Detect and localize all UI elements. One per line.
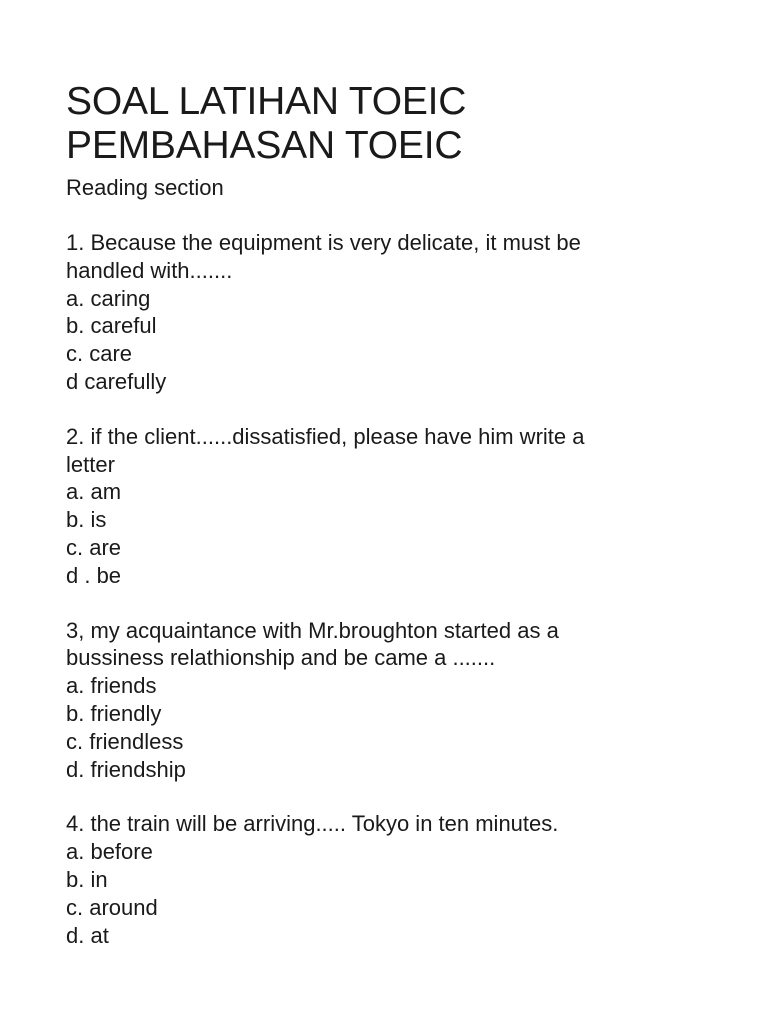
question-1 bbox=[66, 229, 726, 396]
question-4-option-c: c. around bbox=[66, 894, 158, 920]
question-3-option-a: a. friends bbox=[66, 673, 157, 699]
question-1-stem-line-1: 1. Because the equipment is very delicate, it must be bbox=[66, 230, 581, 255]
question-4-option-a: a. before bbox=[66, 839, 153, 865]
question-4 bbox=[66, 810, 726, 949]
question-3-option-c: c. friendless bbox=[66, 728, 184, 754]
question-3-option-b: b. friendly bbox=[66, 700, 162, 726]
question-2-stem-line-2: letter bbox=[66, 451, 115, 477]
document-page bbox=[66, 80, 726, 949]
question-3-stem-line-1: 3, my acquaintance with Mr.broughton started as a bbox=[66, 617, 559, 643]
question-3-option-d: d. friendship bbox=[66, 756, 186, 782]
question-2-option-d: d . be bbox=[66, 562, 122, 588]
question-4-option-d: d. at bbox=[66, 922, 109, 948]
question-2 bbox=[66, 423, 726, 590]
question-3 bbox=[66, 617, 726, 784]
question-2-option-b: b. is bbox=[66, 507, 107, 533]
question-2-stem-line-1: 2. if the client......dissatisfied, please have him write a bbox=[66, 423, 585, 449]
question-1-stem-line-2: handled with....... bbox=[66, 257, 233, 283]
question-1-option-c: c. care bbox=[66, 341, 133, 367]
question-2-option-c: c. are bbox=[66, 534, 122, 560]
question-2-option-a: a. am bbox=[66, 479, 122, 505]
question-3-stem-line-2: bussiness relathionship and be came a ....... bbox=[66, 645, 496, 671]
question-1-option-d: d carefully bbox=[66, 368, 167, 394]
question-1-option-a: a. caring bbox=[66, 285, 151, 311]
question-1-option-b: b. careful bbox=[66, 313, 157, 339]
section-subtitle: Reading section bbox=[66, 175, 224, 200]
question-4-option-b: b. in bbox=[66, 866, 108, 892]
question-4-stem-line-1: 4. the train will be arriving..... Tokyo in ten minutes. bbox=[66, 811, 559, 837]
document-title-line-2: PEMBAHASAN TOEIC bbox=[66, 124, 463, 167]
document-title-line-1: SOAL LATIHAN TOEIC bbox=[66, 80, 467, 123]
